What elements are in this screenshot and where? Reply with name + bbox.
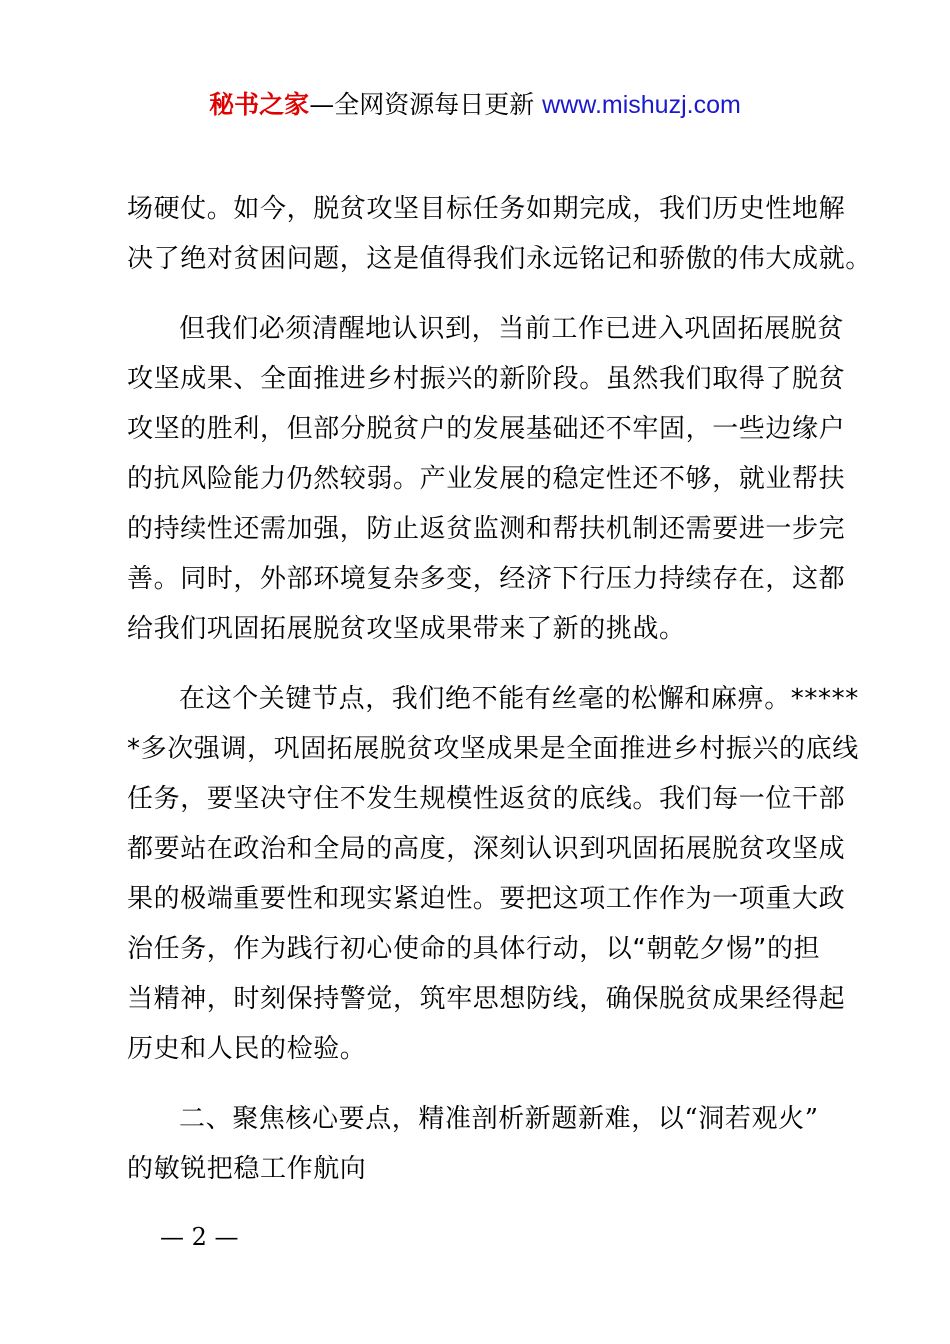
text-line: 场硬仗。如今，脱贫攻坚目标任务如期完成，我们历史性地解 [127, 194, 846, 224]
text-line: 给我们巩固拓展脱贫攻坚成果带来了新的挑战。 [127, 614, 686, 644]
paragraph-2 [127, 304, 846, 654]
text-line: 的抗风险能力仍然较弱。产业发展的稳定性还不够，就业帮扶 [127, 464, 846, 494]
text-line: 攻坚的胜利，但部分脱贫户的发展基础还不牢固，一些边缘户 [127, 414, 846, 444]
header-tagline: —全网资源每日更新 [309, 90, 535, 119]
section-heading [127, 1094, 839, 1194]
heading-line: 二、聚焦核心要点，精准剖析新题新难，以“洞若观火” [179, 1104, 819, 1134]
text-line: 治任务，作为践行初心使命的具体行动，以“朝乾夕惕”的担 [127, 934, 821, 964]
page-number: — 2 — [160, 1223, 239, 1251]
site-header [0, 88, 950, 122]
text-line: 任务，要坚决守住不发生规模性返贫的底线。我们每一位干部 [127, 784, 846, 814]
text-line: 当精神，时刻保持警觉，筑牢思想防线，确保脱贫成果经得起 [127, 984, 846, 1014]
heading-line: 的敏锐把稳工作航向 [127, 1154, 367, 1184]
text-line: 善。同时，外部环境复杂多变，经济下行压力持续存在，这都 [127, 564, 846, 594]
text-line: 决了绝对贫困问题，这是值得我们永远铭记和骄傲的伟大成就。 [127, 244, 872, 274]
document-body [127, 184, 872, 1194]
text-line: 在这个关键节点，我们绝不能有丝毫的松懈和麻痹。***** [179, 684, 859, 714]
text-line: 但我们必须清醒地认识到，当前工作已进入巩固拓展脱贫 [179, 314, 845, 344]
paragraph-3 [127, 674, 859, 1074]
text-line: 都要站在政治和全局的高度，深刻认识到巩固拓展脱贫攻坚成 [127, 834, 846, 864]
text-line: 果的极端重要性和现实紧迫性。要把这项工作作为一项重大政 [127, 884, 846, 914]
text-line: 攻坚成果、全面推进乡村振兴的新阶段。虽然我们取得了脱贫 [127, 364, 846, 394]
text-line: *多次强调，巩固拓展脱贫攻坚成果是全面推进乡村振兴的底线 [127, 734, 859, 764]
paragraph-1 [127, 184, 872, 284]
brand-name: 秘书之家 [209, 90, 310, 119]
site-url[interactable]: www.mishuzj.com [542, 91, 741, 119]
text-line: 的持续性还需加强，防止返贫监测和帮扶机制还需要进一步完 [127, 514, 846, 544]
text-line: 历史和人民的检验。 [127, 1034, 367, 1064]
